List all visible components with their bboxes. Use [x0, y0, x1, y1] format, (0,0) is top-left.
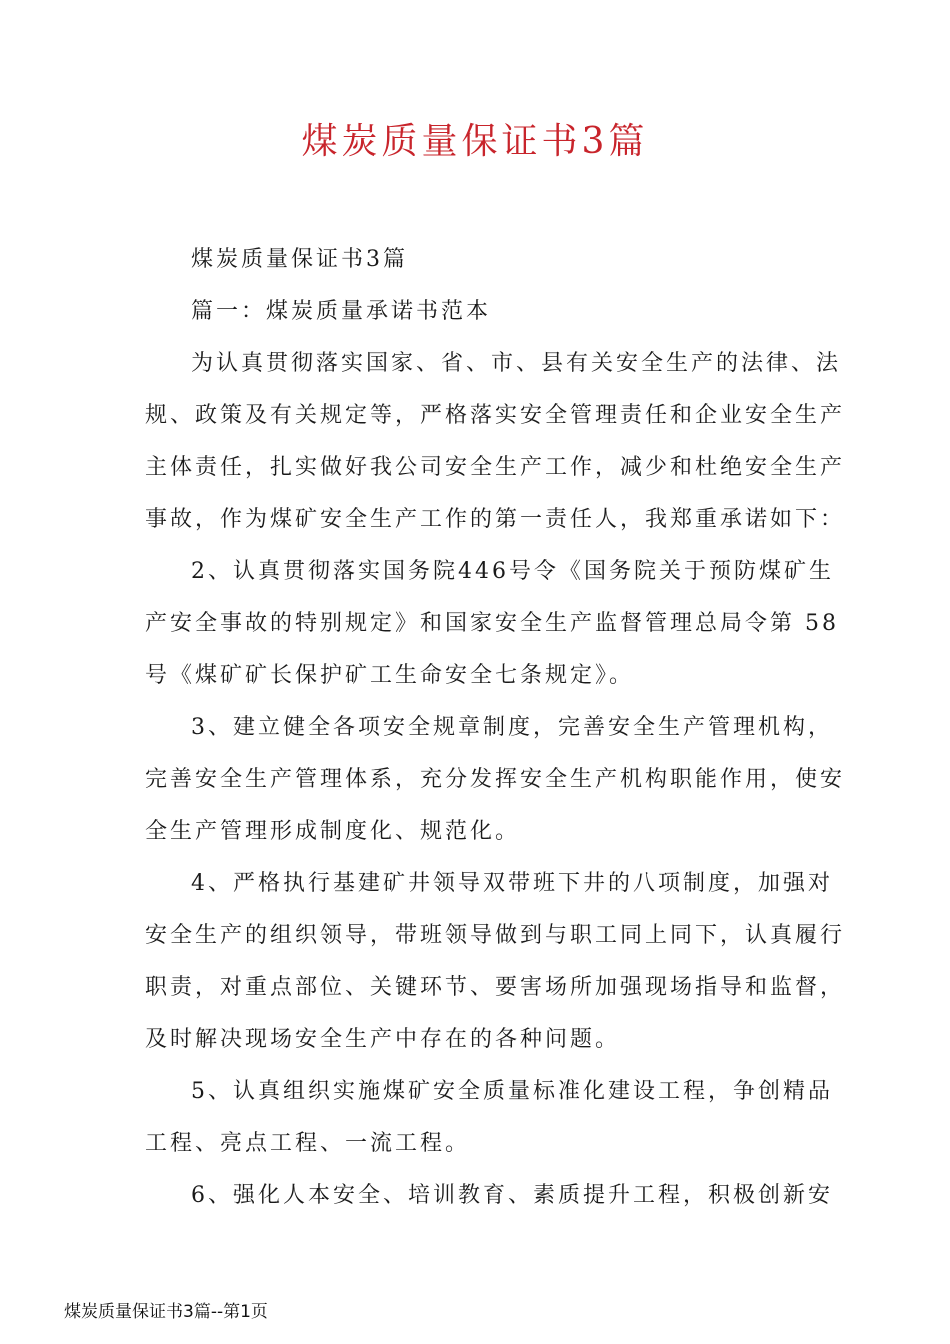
paragraph-line: 3、建立健全各项安全规章制度，完善安全生产管理机构，: [191, 715, 833, 740]
subtitle-line: 煤炭质量保证书3篇: [191, 247, 408, 272]
paragraph-line: 6、强化人本安全、培训教育、素质提升工程，积极创新安: [191, 1183, 833, 1208]
page-title: 煤炭质量保证书3篇: [301, 121, 649, 162]
paragraph-line: 安全生产的组织领导，带班领导做到与职工同上同下，认真履行: [145, 923, 846, 948]
paragraph-line: 4、严格执行基建矿井领导双带班下井的八项制度，加强对: [191, 871, 833, 896]
paragraph-line: 号《煤矿矿长保护矿工生命安全七条规定》。: [145, 663, 635, 688]
paragraph-line: 全生产管理形成制度化、规范化。: [145, 819, 521, 844]
paragraph-line: 主体责任，扎实做好我公司安全生产工作，减少和杜绝安全生产: [145, 455, 846, 480]
paragraph-line: 事故，作为煤矿安全生产工作的第一责任人，我郑重承诺如下：: [145, 507, 846, 532]
paragraph-line: 5、认真组织实施煤矿安全质量标准化建设工程，争创精品: [191, 1079, 833, 1104]
paragraph-line: 完善安全生产管理体系，充分发挥安全生产机构职能作用，使安: [145, 767, 846, 792]
page-footer: 煤炭质量保证书3篇--第1页: [64, 1302, 268, 1322]
paragraph-line: 为认真贯彻落实国家、省、市、县有关安全生产的法律、法: [191, 351, 842, 376]
paragraph-line: 规、政策及有关规定等，严格落实安全管理责任和企业安全生产: [145, 403, 846, 428]
paragraph-line: 工程、亮点工程、一流工程。: [145, 1131, 471, 1156]
document-body: [145, 234, 846, 1222]
paragraph-line: 职责，对重点部位、关键环节、要害场所加强现场指导和监督，: [145, 975, 846, 1000]
paragraph-line: 产安全事故的特别规定》和国家安全生产监督管理总局令第 58: [145, 611, 839, 636]
paragraph-line: 2、认真贯彻落实国务院446号令《国务院关于预防煤矿生: [191, 559, 834, 584]
paragraph-line: 及时解决现场安全生产中存在的各种问题。: [145, 1027, 621, 1052]
section-heading: 篇一：煤炭质量承诺书范本: [191, 299, 492, 324]
